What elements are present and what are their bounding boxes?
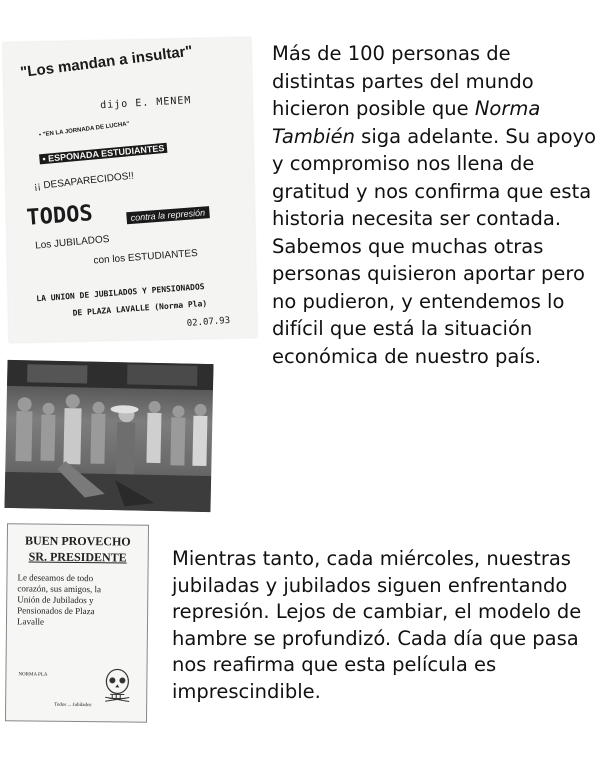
protest-photo-illustration <box>4 360 213 512</box>
flyer-title: "Los mandan a insultar" <box>19 42 194 82</box>
skull-icon <box>102 667 132 703</box>
flyer-subtitle: dijo E. MENEM <box>99 95 192 112</box>
flyer-jubilados: Los JUBILADOS <box>34 233 110 252</box>
flyer-union: LA UNION DE JUBILADOS Y PENSIONADOS <box>36 282 205 304</box>
protest-photo <box>4 360 213 512</box>
flyer-date: 02.07.93 <box>186 315 231 329</box>
clipping-headline <box>8 532 148 565</box>
intro-text-start: Más de 100 personas de distintas partes del mundo hicieron posible que <box>272 42 534 120</box>
clipping-body: Le deseamos de todo corazón, sus amigos, la Unión de Jubilados y Pensionados de Plaza Lavalle <box>16 572 102 627</box>
flyer-todos: TODOS <box>25 201 94 231</box>
clipping-signature: NORMA PLA <box>18 672 48 678</box>
flyer-plaza: DE PLAZA LAVALLE (Norma Pla) <box>72 298 208 318</box>
closing-paragraph: Mientras tanto, cada miércoles, nuestras jubiladas y jubilados siguen enfrentando represión. Lejos de cambiar, el modelo de hambre se profundizó. Cada día que pasa nos reafirma que esta película es imprescindible. <box>172 547 582 703</box>
film-title: Norma También <box>272 97 541 148</box>
intro-paragraph <box>272 40 598 370</box>
protest-flyer <box>3 37 257 342</box>
flyer-contra: contra la represión <box>126 206 209 224</box>
intro-text-end: siga adelante. Su apoyo y compromiso nos llena de gratitud y nos confirma que esta historia necesita ser contada. Sabemos que muchas otras personas quisieron aportar pero no pudieron, y entendemos lo difícil que está la situación económica de nuestro país. <box>272 124 597 368</box>
newspaper-clipping <box>5 523 149 722</box>
clipping-headline-1: BUEN PROVECHO <box>24 533 131 549</box>
flyer-line-3: ¡¡ DESAPARECIDOS!! <box>33 170 135 193</box>
flyer-estudiantes: con los ESTUDIANTES <box>93 247 199 267</box>
flyer-line-1: • "EN LA JORNADA DE LUCHA" <box>38 121 130 139</box>
clipping-footer: Todos ... Jubilados <box>54 702 92 709</box>
flyer-line-2: • ESPONADA ESTUDIANTES <box>39 143 168 165</box>
clipping-headline-2: SR. PRESIDENTE <box>28 549 127 565</box>
